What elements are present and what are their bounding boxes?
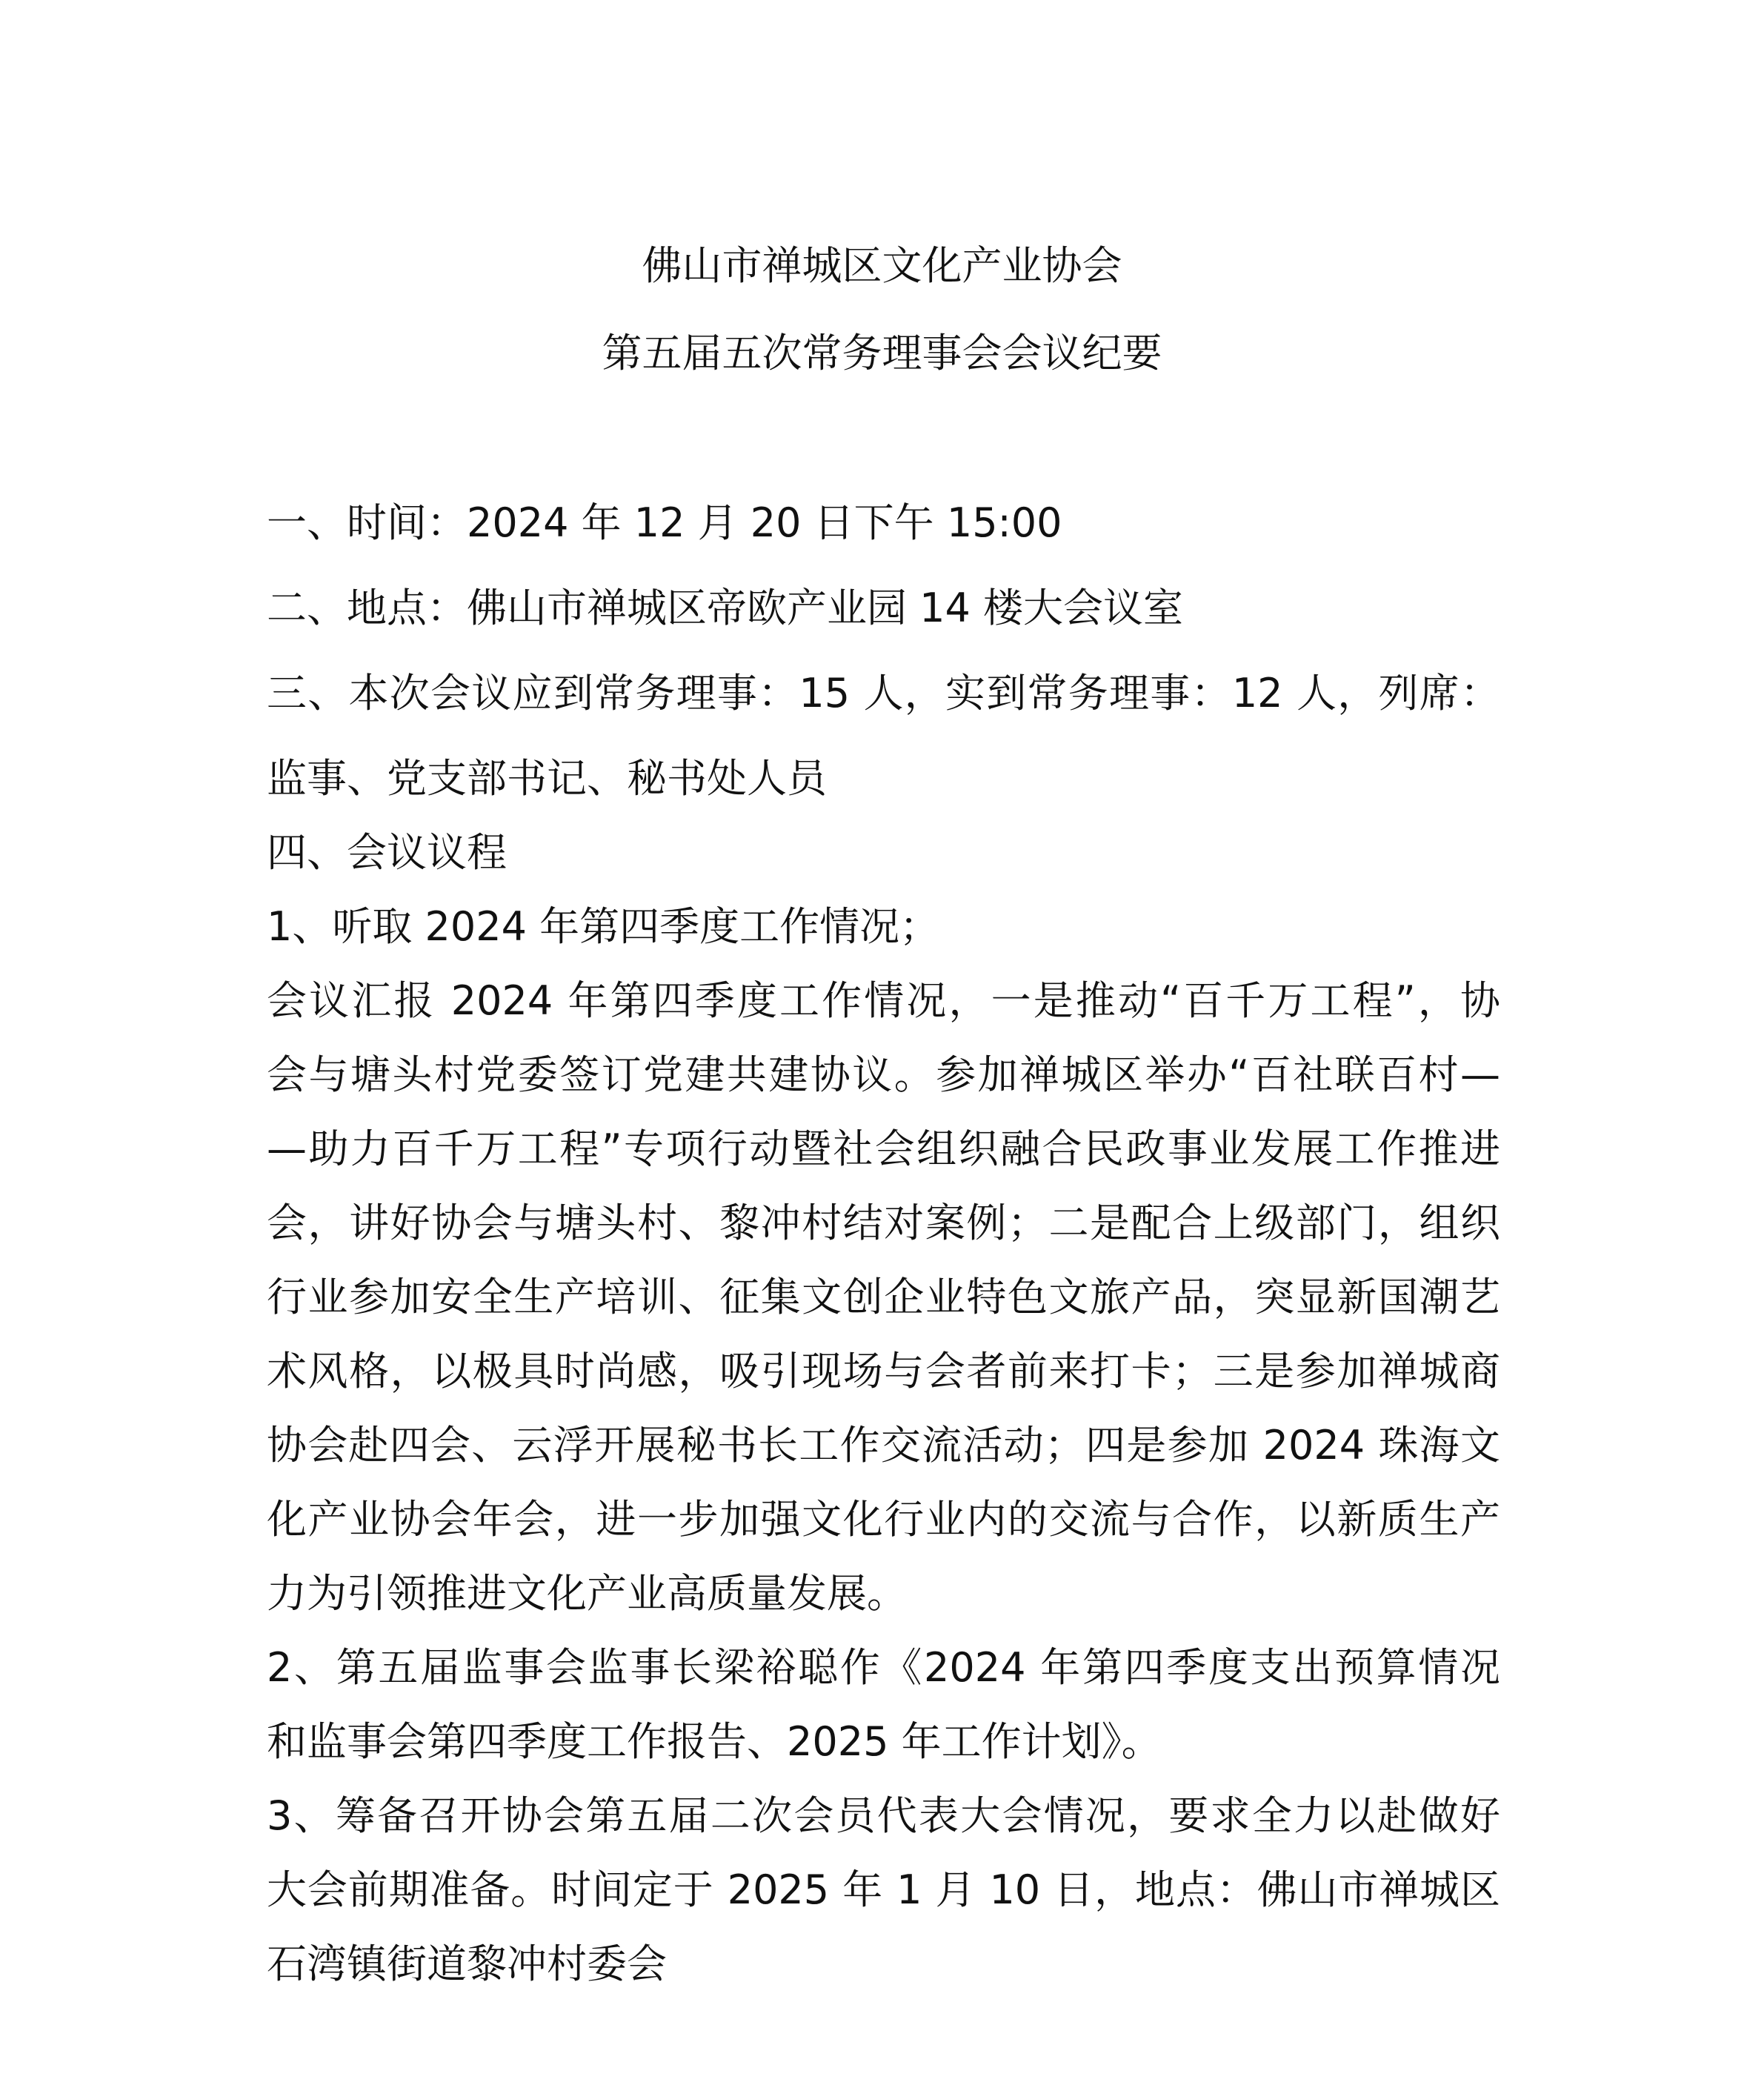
meeting-place: 二、地点：佛山市禅城区帝欧产业园 14 楼大会议室 [267, 585, 1184, 631]
agenda-heading: 四、会议议程 [267, 829, 507, 876]
agenda-3-line: 大会前期准备。时间定于 2025 年 1 月 10 日，地点：佛山市禅城区 [267, 1866, 1500, 1913]
report-paragraph [267, 964, 1500, 1631]
agenda-3-line: 石湾镇街道黎冲村委会 [267, 1941, 667, 1987]
agenda-2-line: 和监事会第四季度工作报告、2025 年工作计划》。 [267, 1718, 1162, 1765]
attendance-line-2: 监事、党支部书记、秘书处人员 [267, 755, 827, 802]
agenda-2-line: 2、第五届监事会监事长梁裕聪作《2024 年第四季度支出预算情况 [267, 1644, 1500, 1691]
report-line: 化产业协会年会，进一步加强文化行业内的交流与合作，以新质生产 [267, 1496, 1500, 1543]
report-line: 力为引领推进文化产业高质量发展。 [267, 1570, 907, 1617]
agenda-item-1: 1、听取 2024 年第四季度工作情况； [267, 903, 940, 950]
report-line: 行业参加安全生产培训、征集文创企业特色文旅产品，突显新国潮艺 [267, 1274, 1500, 1320]
document-title [0, 222, 1764, 397]
report-line: 术风格，以极具时尚感，吸引现场与会者前来打卡；三是参加禅城商 [267, 1348, 1500, 1394]
report-line: 会，讲好协会与塘头村、黎冲村结对案例；二是配合上级部门，组织 [267, 1200, 1500, 1246]
document-body [267, 486, 1500, 2001]
report-line: 协会赴四会、云浮开展秘书长工作交流活动；四是参加 2024 珠海文 [267, 1422, 1500, 1469]
report-line: 会议汇报 2024 年第四季度工作情况，一是推动“百千万工程”，协 [267, 977, 1500, 1024]
attendance-line-1: 三、本次会议应到常务理事：15 人，实到常务理事：12 人，列席： [267, 670, 1500, 716]
meeting-time: 一、时间：2024 年 12 月 20 日下午 15:00 [267, 499, 1062, 546]
report-line: —助力百千万工程”专项行动暨社会组织融合民政事业发展工作推进 [267, 1125, 1500, 1172]
agenda-3-line: 3、筹备召开协会第五届二次会员代表大会情况，要求全力以赴做好 [267, 1792, 1500, 1839]
title-meeting: 第五届五次常务理事会会议纪要 [602, 330, 1162, 376]
agenda-item-3 [267, 1779, 1500, 2001]
report-line: 会与塘头村党委签订党建共建协议。参加禅城区举办“百社联百村— [267, 1051, 1500, 1098]
title-organization: 佛山市禅城区文化产业协会 [642, 242, 1122, 289]
agenda-item-2 [267, 1631, 1500, 1779]
